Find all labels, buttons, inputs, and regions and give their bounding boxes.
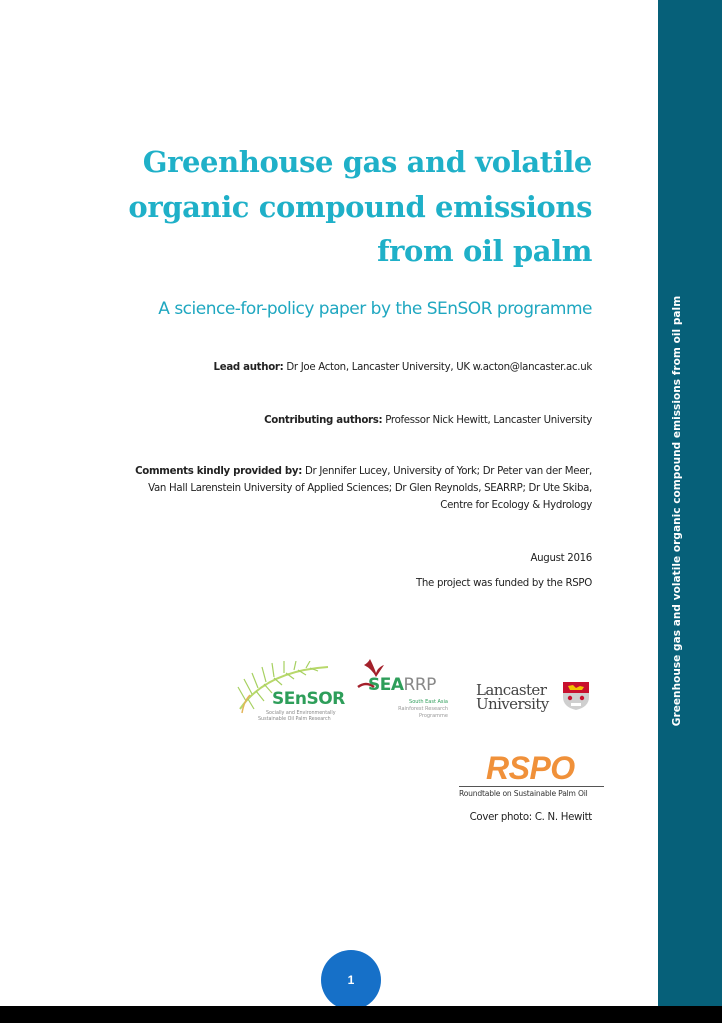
lancaster-wordmark xyxy=(476,683,549,711)
comments-line-3: Centre for Ecology & Hydrology xyxy=(440,500,592,511)
rspo-wordmark: RSPO xyxy=(486,750,575,786)
lancaster-university-logo xyxy=(476,683,596,727)
contributing-authors xyxy=(264,412,592,429)
comments-label: Comments kindly provided by: xyxy=(135,466,303,477)
title-line-2: organic compound emissions xyxy=(128,189,592,224)
lead-author-value: Dr Joe Acton, Lancaster University, UK w.acton@lancaster.ac.uk xyxy=(283,362,592,373)
contributing-authors-label: Contributing authors: xyxy=(264,415,383,426)
searrp-wordmark-b: RRP xyxy=(403,675,436,695)
contributing-authors-value: Professor Nick Hewitt, Lancaster University xyxy=(382,415,592,426)
searrp-logo xyxy=(352,655,462,735)
title-line-1: Greenhouse gas and volatile xyxy=(142,145,592,179)
funding-note: The project was funded by the RSPO xyxy=(415,578,592,589)
searrp-wordmark-a: SEA xyxy=(368,675,404,695)
page-number-badge: 1 xyxy=(321,950,381,1006)
document-subtitle: A science-for-policy paper by the SEnSOR programme xyxy=(158,299,592,319)
partner-logos xyxy=(236,655,596,735)
comments-line-2: Van Hall Larenstein University of Applied Sciences; Dr Glen Reynolds, SEARRP; Dr Ute Skiba, xyxy=(148,483,592,494)
rspo-logo xyxy=(456,750,606,800)
lead-author xyxy=(214,359,592,376)
searrp-tagline-1: South East Asia xyxy=(409,699,448,705)
sidebar-band xyxy=(658,0,722,1006)
lead-author-label: Lead author: xyxy=(213,362,284,373)
sensor-logo xyxy=(236,661,346,727)
searrp-tagline-3: Programme xyxy=(418,713,448,719)
comments-line-1: Dr Jennifer Lucey, University of York; Dr Peter van der Meer, xyxy=(302,466,592,477)
sensor-tagline-2: Sustainable Oil Palm Research xyxy=(258,717,331,722)
rspo-divider xyxy=(459,786,604,787)
cover-photo-credit: Cover photo: C. N. Hewitt xyxy=(469,812,592,823)
university-crest-icon xyxy=(562,681,590,711)
title-line-3: from oil palm xyxy=(377,234,592,268)
sidebar-running-title: Greenhouse gas and volatile organic compound emissions from oil palm xyxy=(671,295,683,727)
lancaster-line-2: University xyxy=(476,695,549,713)
searrp-wordmark xyxy=(368,675,436,695)
sensor-tagline-1: Socially and Environmentally xyxy=(266,711,336,716)
lancaster-line-1: Lancaster xyxy=(476,681,547,699)
publication-date: August 2016 xyxy=(530,553,592,564)
sensor-wordmark: SEnSOR xyxy=(272,689,345,709)
rspo-tagline: Roundtable on Sustainable Palm Oil xyxy=(459,789,588,798)
viewer-bottom-bar xyxy=(0,1006,722,1023)
comments-credits xyxy=(135,463,592,514)
document-title xyxy=(128,140,592,274)
searrp-tagline-2: Rainforest Research xyxy=(398,706,448,712)
